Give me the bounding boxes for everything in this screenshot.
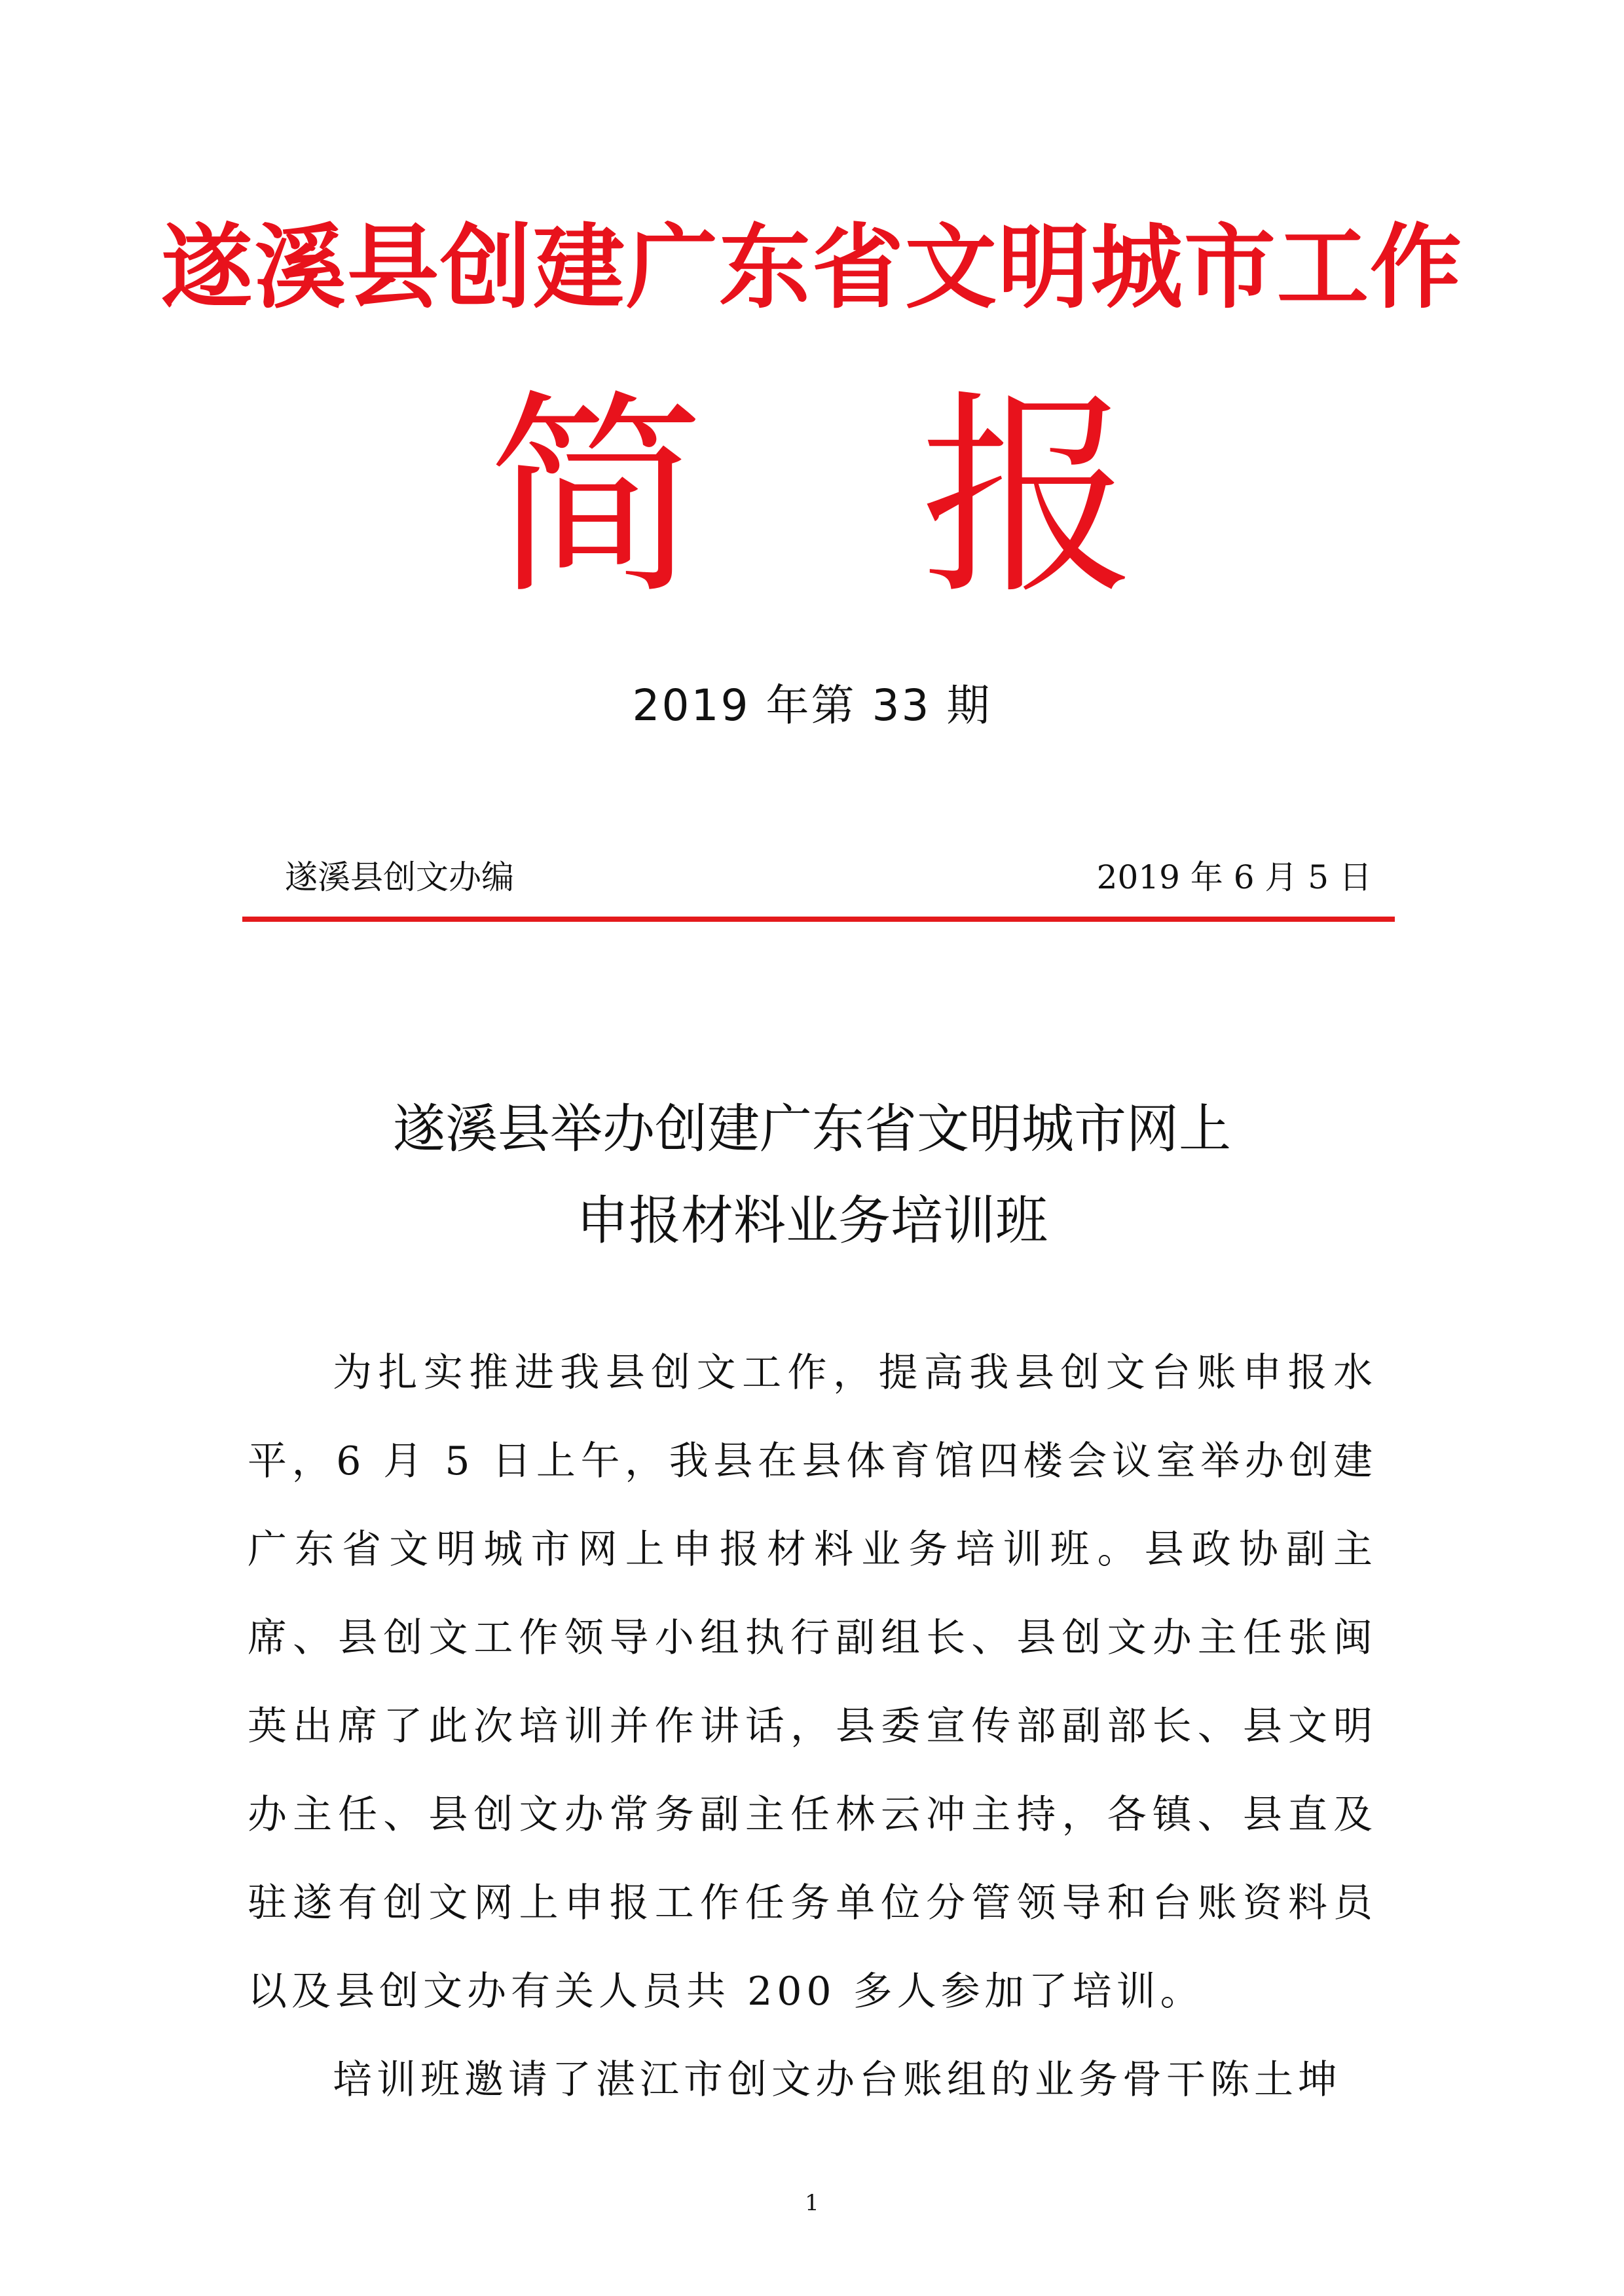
paragraph: 培训班邀请了湛江市创文办台账组的业务骨干陈土坤 <box>333 2057 1342 2103</box>
article-body <box>248 1329 1377 2124</box>
article-title <box>0 1084 1624 1267</box>
org-title: 遂溪县创建广东省文明城市工作 <box>160 215 1463 321</box>
page-number: 1 <box>805 2190 819 2216</box>
brief-title: 简报 <box>488 372 1352 623</box>
publish-date: 2019 年 6 月 5 日 <box>1096 858 1372 896</box>
article-title-line-2: 申报材料业务培训班 <box>576 1190 1048 1251</box>
article-title-line-1: 遂溪县举办创建广东省文明城市网上 <box>393 1099 1231 1159</box>
editor-label: 遂溪县创文办编 <box>285 858 514 896</box>
issue-number: 2019 年第 33 期 <box>632 680 992 731</box>
paragraph: 为扎实推进我县创文工作，提高我县创文台账申报水平，6 月 5 日上午，我县在县体育馆四楼会议室举办创建广东省文明城市网上申报材料业务培训班。县政协副主席、县创文工作领导小组执行副组长、县创文办主任张闽英出席了此次培训并作讲话，县委宣传部副部长、县文明办主任、县创文办常务副主任林云冲主持，各镇、县直及驻遂有创文网上申报工作任务单位分管领导和台账资料员以及县创文办有关人员共 200 多人参加了培训。 <box>248 1350 1377 2014</box>
header-divider <box>242 917 1395 922</box>
